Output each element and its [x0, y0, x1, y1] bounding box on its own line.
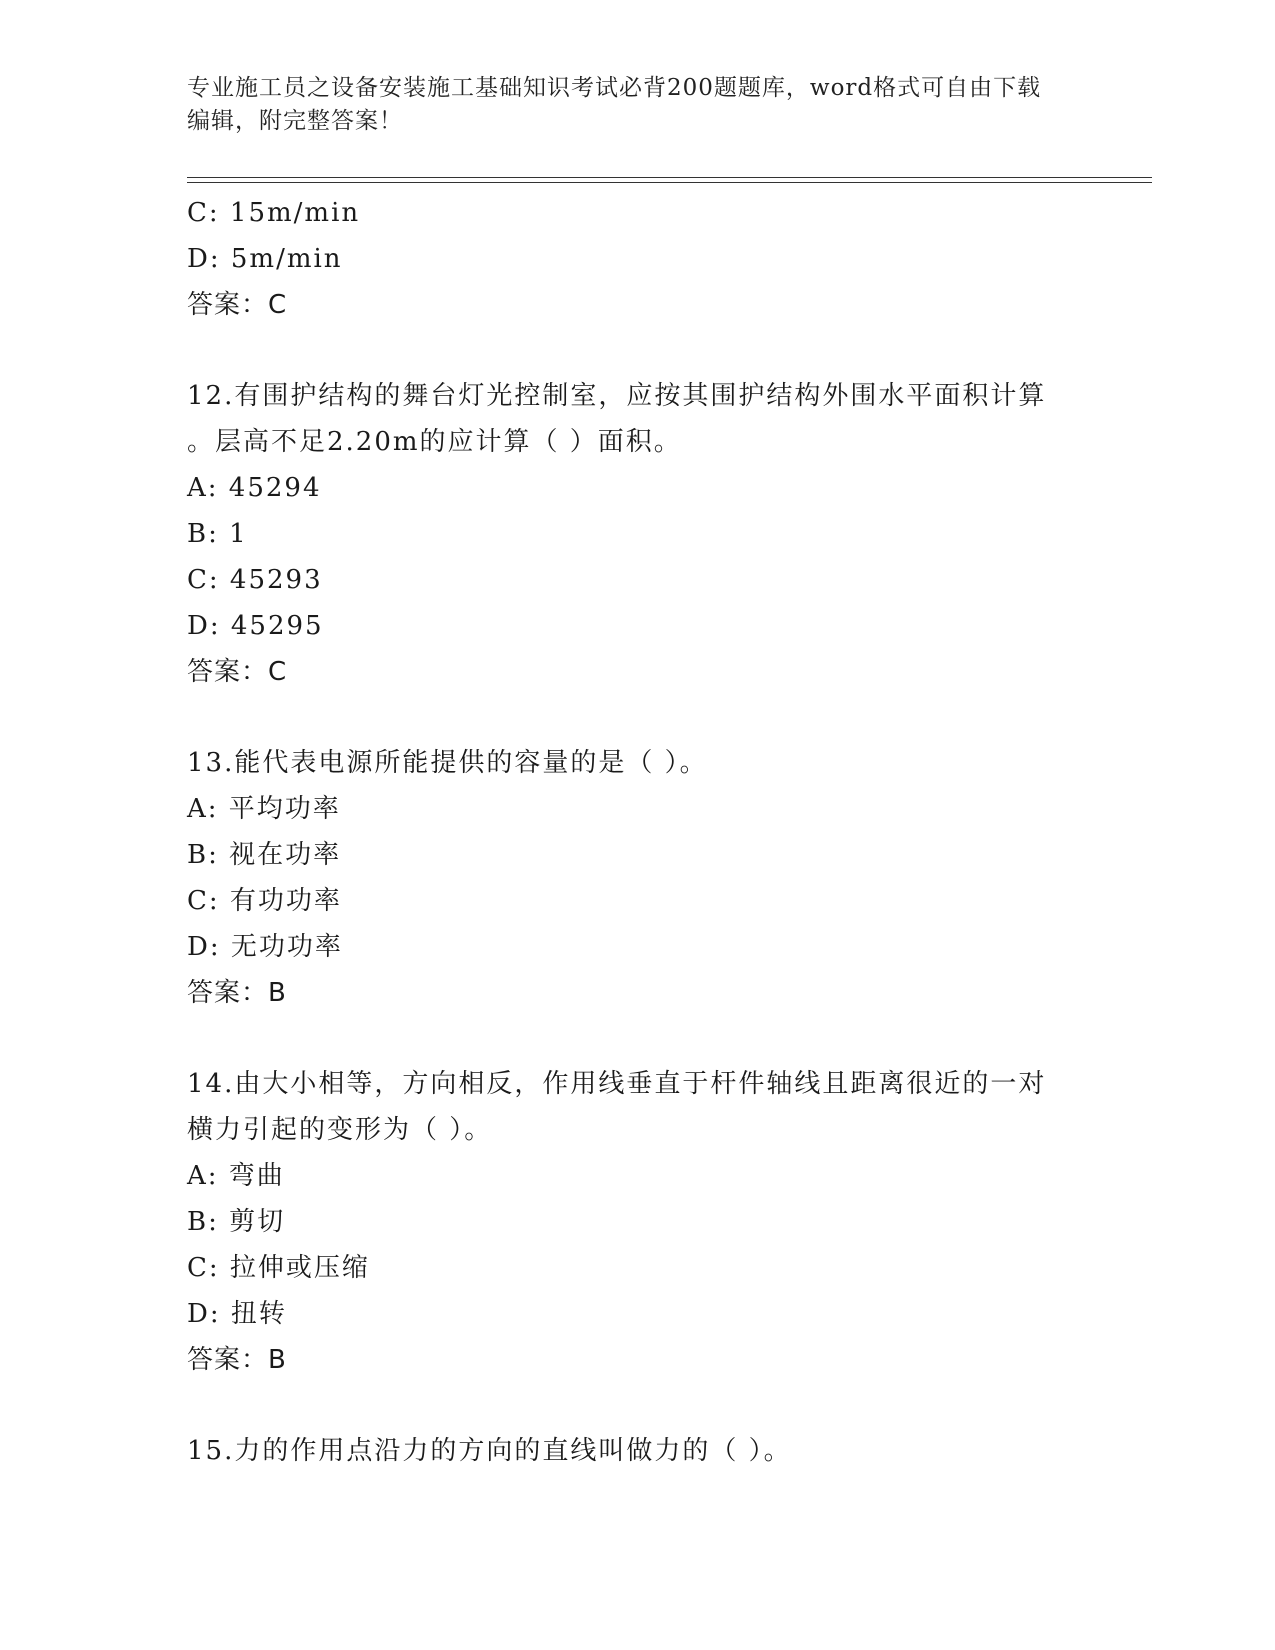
- question-spacer: [187, 328, 1087, 373]
- question-text-line: 14.由大小相等，方向相反，作用线垂直于杆件轴线且距离很近的一对: [187, 1069, 1047, 1099]
- question-text-line: 13.能代表电源所能提供的容量的是（ ）。: [187, 748, 708, 778]
- question-text-line: 12.有围护结构的舞台灯光控制室，应按其围护结构外围水平面积计算: [187, 381, 1047, 411]
- header-title-line-2: 编辑，附完整答案！: [187, 108, 403, 134]
- header-divider-bottom: [187, 182, 1152, 183]
- answer-line: 答案：C: [187, 657, 288, 687]
- option-d: D: 5m/min: [187, 244, 343, 274]
- option-c: C: 有功功率: [187, 886, 342, 916]
- question-list: [187, 190, 1087, 1474]
- option-c: C: 15m/min: [187, 198, 361, 228]
- question-spacer: [187, 1016, 1087, 1061]
- document-header: [187, 72, 1067, 138]
- option-a: A: 弯曲: [187, 1161, 285, 1191]
- answer-line: 答案：B: [187, 1345, 287, 1375]
- question-text-line: 横力引起的变形为（ ）。: [187, 1115, 493, 1145]
- question-spacer: [187, 1383, 1087, 1428]
- question-text-line: 。层高不足2.20m的应计算（ ）面积。: [187, 427, 682, 457]
- option-c: C: 45293: [187, 565, 323, 595]
- question-11-continued: [187, 190, 1087, 328]
- question-text-line: 15.力的作用点沿力的方向的直线叫做力的（ ）。: [187, 1436, 792, 1466]
- option-b: B: 视在功率: [187, 840, 342, 870]
- answer-line: 答案：B: [187, 978, 287, 1008]
- header-title-line-1: 专业施工员之设备安装施工基础知识考试必背200题题库，word格式可自由下载: [187, 75, 1042, 101]
- option-b: B: 1: [187, 519, 248, 549]
- option-a: A: 平均功率: [187, 794, 341, 824]
- option-d: D: 无功功率: [187, 932, 343, 962]
- option-a: A: 45294: [187, 473, 322, 503]
- option-d: D: 45295: [187, 611, 324, 641]
- option-b: B: 剪切: [187, 1207, 286, 1237]
- question-15: [187, 1428, 1087, 1474]
- question-14: [187, 1061, 1087, 1383]
- option-d: D: 扭转: [187, 1299, 287, 1329]
- question-12: [187, 373, 1087, 695]
- option-c: C: 拉伸或压缩: [187, 1253, 370, 1283]
- question-spacer: [187, 695, 1087, 740]
- question-13: [187, 740, 1087, 1016]
- answer-line: 答案：C: [187, 290, 288, 320]
- header-divider-top: [187, 177, 1152, 178]
